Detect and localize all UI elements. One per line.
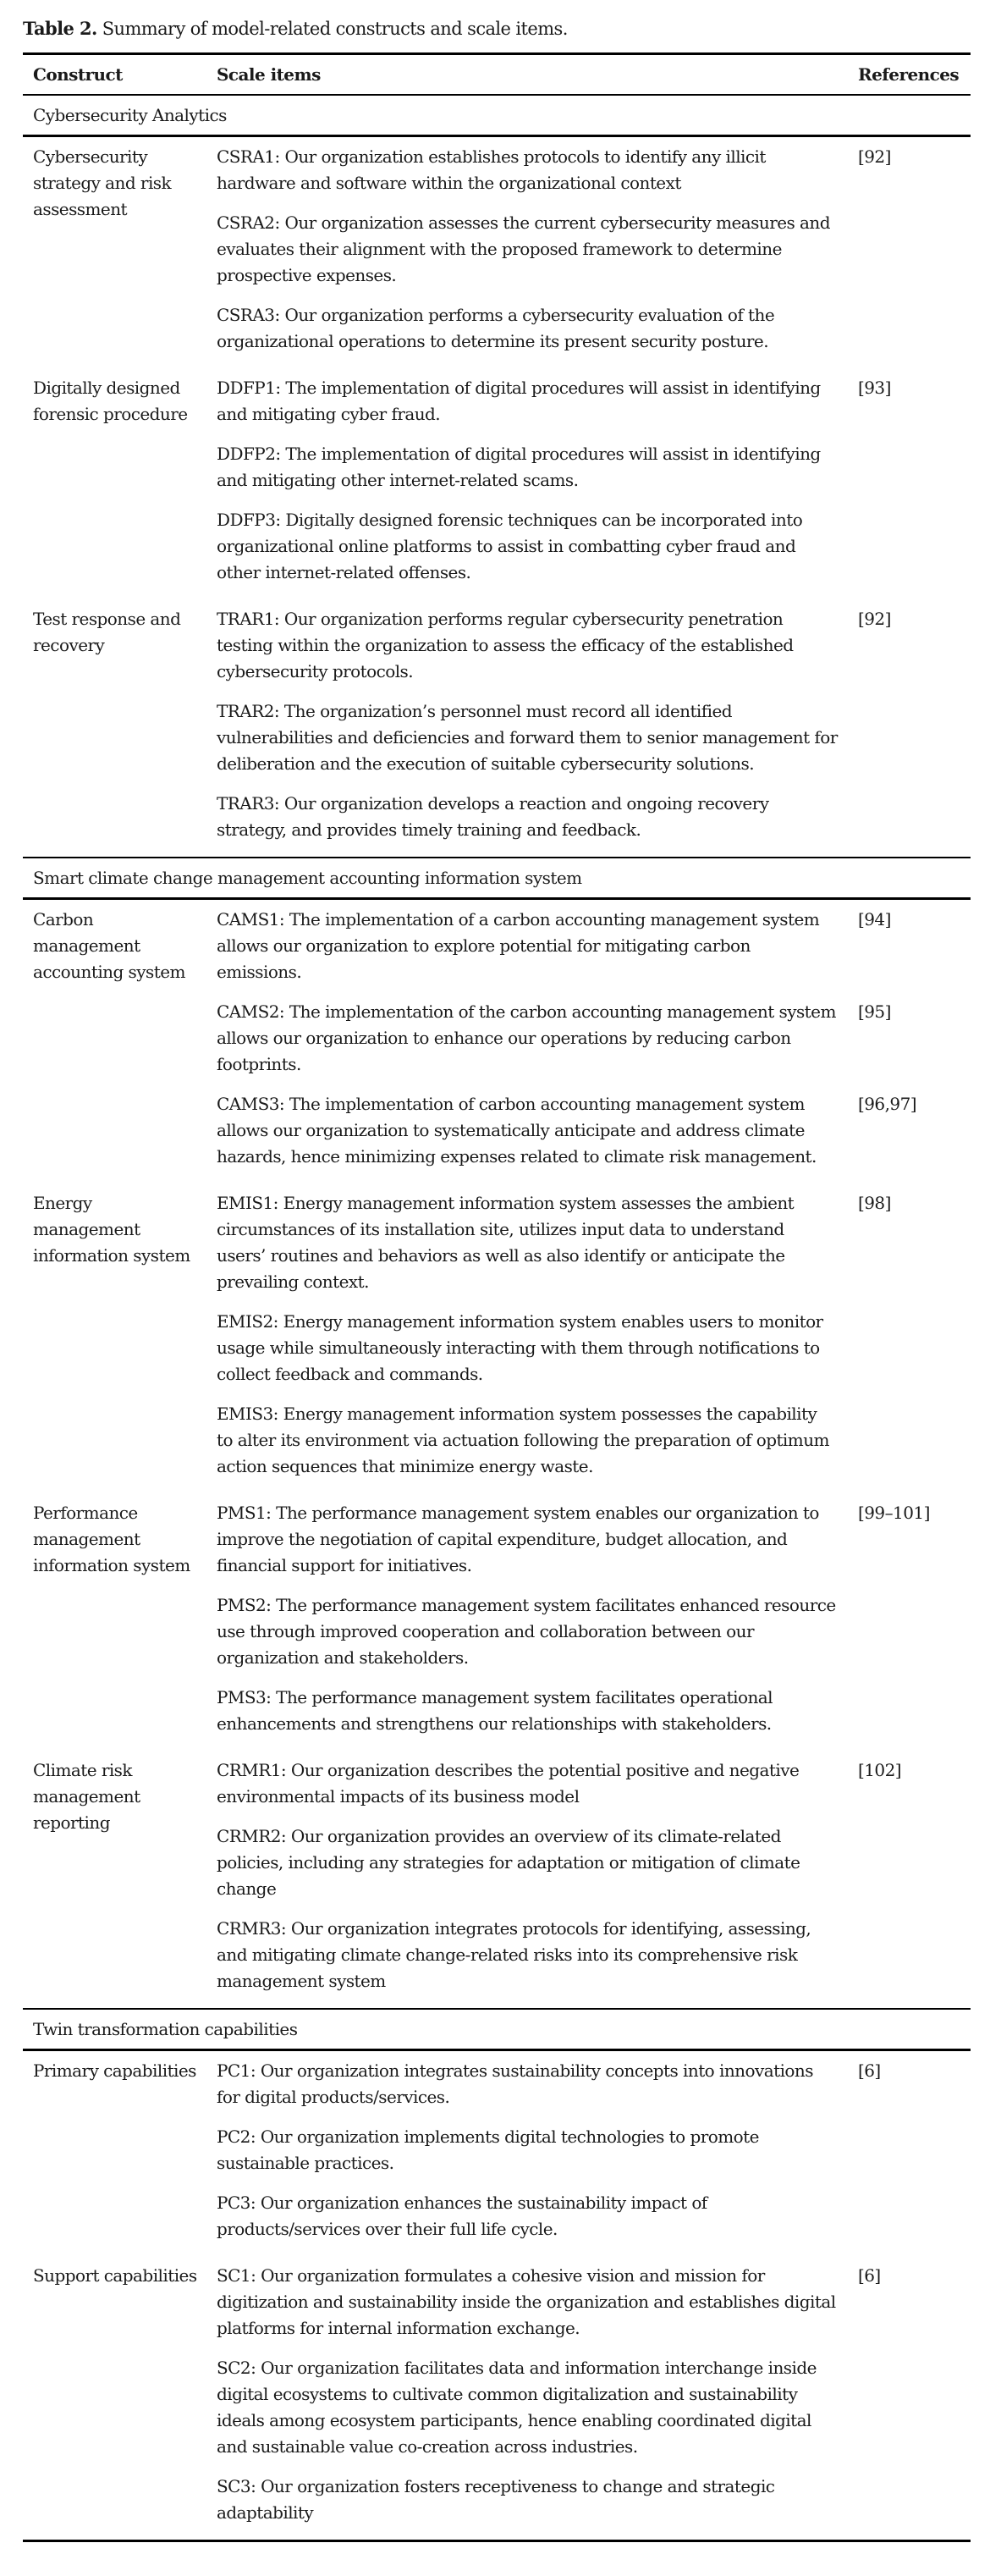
construct-row (23, 1751, 971, 2009)
construct-name: Digitally designed forensic procedure (33, 378, 188, 424)
scale-item: SC1: Our organization formulates a cohesive vision and mission for digitization and sustainability inside the organization and establishes digital platforms for internal information exchange. (217, 2265, 836, 2338)
scale-items-cell (206, 136, 848, 369)
references-cell (848, 1493, 971, 1751)
scale-item: EMIS1: Energy management information system assesses the ambient circumstances of its installation site, utilizes input data to understand users’ routines and behaviors as well as also identify or anticipate the prevailing context. (217, 1193, 795, 1292)
section-row (23, 858, 971, 899)
construct-row (23, 136, 971, 369)
scale-items-cell (206, 1493, 848, 1751)
header-references: References (858, 64, 960, 85)
construct-name: Support capabilities (33, 2265, 197, 2286)
construct-row (23, 2256, 971, 2541)
reference-citation: [99–101] (858, 1503, 930, 1523)
table-caption (23, 17, 968, 41)
scale-items-cell (206, 2050, 848, 2257)
scale-item: TRAR2: The organization’s personnel must record all identified vulnerabilities and deficiencies and forward them to senior management for deliberation and the execution of suitable cybersecurity solutions. (217, 701, 838, 774)
table-body (23, 95, 971, 2541)
reference-citation (858, 698, 971, 777)
scale-item: PC1: Our organization integrates sustainability concepts into innovations for digital products/services. (217, 2060, 813, 2107)
references-cell (848, 599, 971, 858)
header-scale-items: Scale items (217, 64, 321, 85)
reference-citation (858, 1309, 971, 1387)
scale-item: PMS1: The performance management system enables our organization to improve the negotiation of capital expenditure, budget allocation, and financial support for initiatives. (217, 1503, 819, 1575)
constructs-table (23, 52, 971, 2542)
reference-citation: [95] (858, 1001, 891, 1022)
reference-citation: [92] (858, 609, 891, 629)
reference-citation: [98] (858, 1193, 891, 1213)
reference-citation (858, 507, 971, 586)
reference-citation (858, 2474, 971, 2526)
reference-citation: [93] (858, 378, 891, 398)
section-title: Smart climate change management accounting information system (23, 858, 971, 899)
scale-item: CRMR2: Our organization provides an overview of its climate-related policies, including any strategies for adaptation or mitigation of climate change (217, 1826, 800, 1899)
references-cell (848, 2256, 971, 2541)
reference-citation (858, 2124, 971, 2176)
scale-item: CAMS2: The implementation of the carbon accounting management system allows our organization to enhance our operations by reducing carbon footprints. (217, 1001, 836, 1074)
scale-item: CRMR3: Our organization integrates protocols for identifying, assessing, and mitigating climate change-related risks into its comprehensive risk management system (217, 1918, 811, 1991)
section-row (23, 2009, 971, 2050)
section-row (23, 95, 971, 136)
reference-citation (858, 441, 971, 494)
reference-citation (858, 210, 971, 289)
construct-name: Performance management information system (33, 1503, 190, 1575)
reference-citation (858, 302, 971, 355)
reference-citation: [102] (858, 1760, 902, 1780)
construct-name: Cybersecurity strategy and risk assessment (33, 146, 172, 219)
scale-item: TRAR3: Our organization develops a reaction and ongoing recovery strategy, and provides timely training and feedback. (217, 793, 769, 840)
reference-citation (858, 1401, 971, 1480)
references-cell (848, 2050, 971, 2257)
scale-item: PMS2: The performance management system facilitates enhanced resource use through improved cooperation and collaboration between our organization and stakeholders. (217, 1595, 836, 1668)
scale-item: TRAR1: Our organization performs regular cybersecurity penetration testing within the organization to assess the efficacy of the established cybersecurity protocols. (217, 609, 794, 681)
references-cell (848, 1183, 971, 1493)
scale-items-cell (206, 1183, 848, 1493)
header-construct: Construct (33, 64, 123, 85)
scale-item: CRMR1: Our organization describes the potential positive and negative environmental impacts of its business model (217, 1760, 800, 1807)
scale-items-cell (206, 1751, 848, 2009)
scale-item: CSRA3: Our organization performs a cybersecurity evaluation of the organizational operations to determine its present security posture. (217, 305, 775, 351)
reference-citation: [94] (858, 909, 891, 929)
scale-items-cell (206, 2256, 848, 2541)
section-title: Cybersecurity Analytics (23, 95, 971, 136)
scale-items-cell (206, 899, 848, 1184)
reference-citation (858, 1916, 971, 1994)
reference-citation: [6] (858, 2060, 881, 2081)
construct-row (23, 368, 971, 599)
scale-item: DDFP1: The implementation of digital procedures will assist in identifying and mitigating cyber fraud. (217, 378, 821, 424)
construct-name: Carbon management accounting system (33, 909, 185, 982)
reference-citation (858, 2190, 971, 2242)
table-header-row (23, 54, 971, 96)
scale-item: CSRA1: Our organization establishes protocols to identify any illicit hardware and software within the organizational context (217, 146, 766, 193)
scale-item: PMS3: The performance management system facilitates operational enhancements and strengthens our relationships with stakeholders. (217, 1687, 773, 1734)
construct-row (23, 1493, 971, 1751)
construct-name: Energy management information system (33, 1193, 190, 1266)
scale-item: DDFP3: Digitally designed forensic techniques can be incorporated into organizational online platforms to assist in combatting cyber fraud and other internet-related offenses. (217, 510, 803, 582)
reference-citation: [6] (858, 2265, 881, 2286)
scale-item: PC3: Our organization enhances the sustainability impact of products/services over their full life cycle. (217, 2193, 707, 2239)
scale-item: EMIS3: Energy management information system possesses the capability to alter its environment via actuation following the preparation of optimum action sequences that minimize energy waste. (217, 1404, 829, 1476)
construct-name: Test response and recovery (33, 609, 181, 655)
scale-item: DDFP2: The implementation of digital procedures will assist in identifying and mitigating other internet-related scams. (217, 444, 821, 490)
references-cell (848, 899, 971, 1184)
scale-items-cell (206, 599, 848, 858)
references-cell (848, 1751, 971, 2009)
reference-citation (858, 1823, 971, 1902)
reference-citation: [92] (858, 146, 891, 167)
section-title: Twin transformation capabilities (23, 2009, 971, 2050)
scale-item: SC2: Our organization facilitates data and information interchange inside digital ecosystems to cultivate common digitalization and sustainability ideals among ecosystem participants, hence enabling coordinated digital and sustainable value co-creation across industries. (217, 2358, 817, 2457)
construct-row (23, 1183, 971, 1493)
scale-items-cell (206, 368, 848, 599)
caption-text: Summary of model-related constructs and scale items. (96, 19, 568, 39)
construct-name: Climate risk management reporting (33, 1760, 140, 1833)
reference-citation (858, 1592, 971, 1671)
references-cell (848, 368, 971, 599)
construct-row (23, 2050, 971, 2257)
scale-item: CAMS1: The implementation of a carbon accounting management system allows our organization to explore potential for mitigating carbon emissions. (217, 909, 820, 982)
references-cell (848, 136, 971, 369)
reference-citation (858, 2355, 971, 2460)
reference-citation (858, 791, 971, 843)
reference-citation: [96,97] (858, 1094, 917, 1114)
caption-label: Table 2. (23, 18, 97, 39)
scale-item: SC3: Our organization fosters receptiveness to change and strategic adaptability (217, 2476, 775, 2523)
reference-citation (858, 1685, 971, 1737)
scale-item: PC2: Our organization implements digital technologies to promote sustainable practices. (217, 2126, 759, 2173)
construct-row (23, 599, 971, 858)
construct-row (23, 899, 971, 1184)
scale-item: EMIS2: Energy management information system enables users to monitor usage while simultaneously interacting with them through notifications to collect feedback and commands. (217, 1311, 823, 1384)
scale-item: CSRA2: Our organization assesses the current cybersecurity measures and evaluates their alignment with the proposed framework to determine prospective expenses. (217, 212, 830, 285)
scale-item: CAMS3: The implementation of carbon accounting management system allows our organization to systematically anticipate and address climate hazards, hence minimizing expenses related to climate risk management. (217, 1094, 817, 1167)
construct-name: Primary capabilities (33, 2060, 196, 2081)
